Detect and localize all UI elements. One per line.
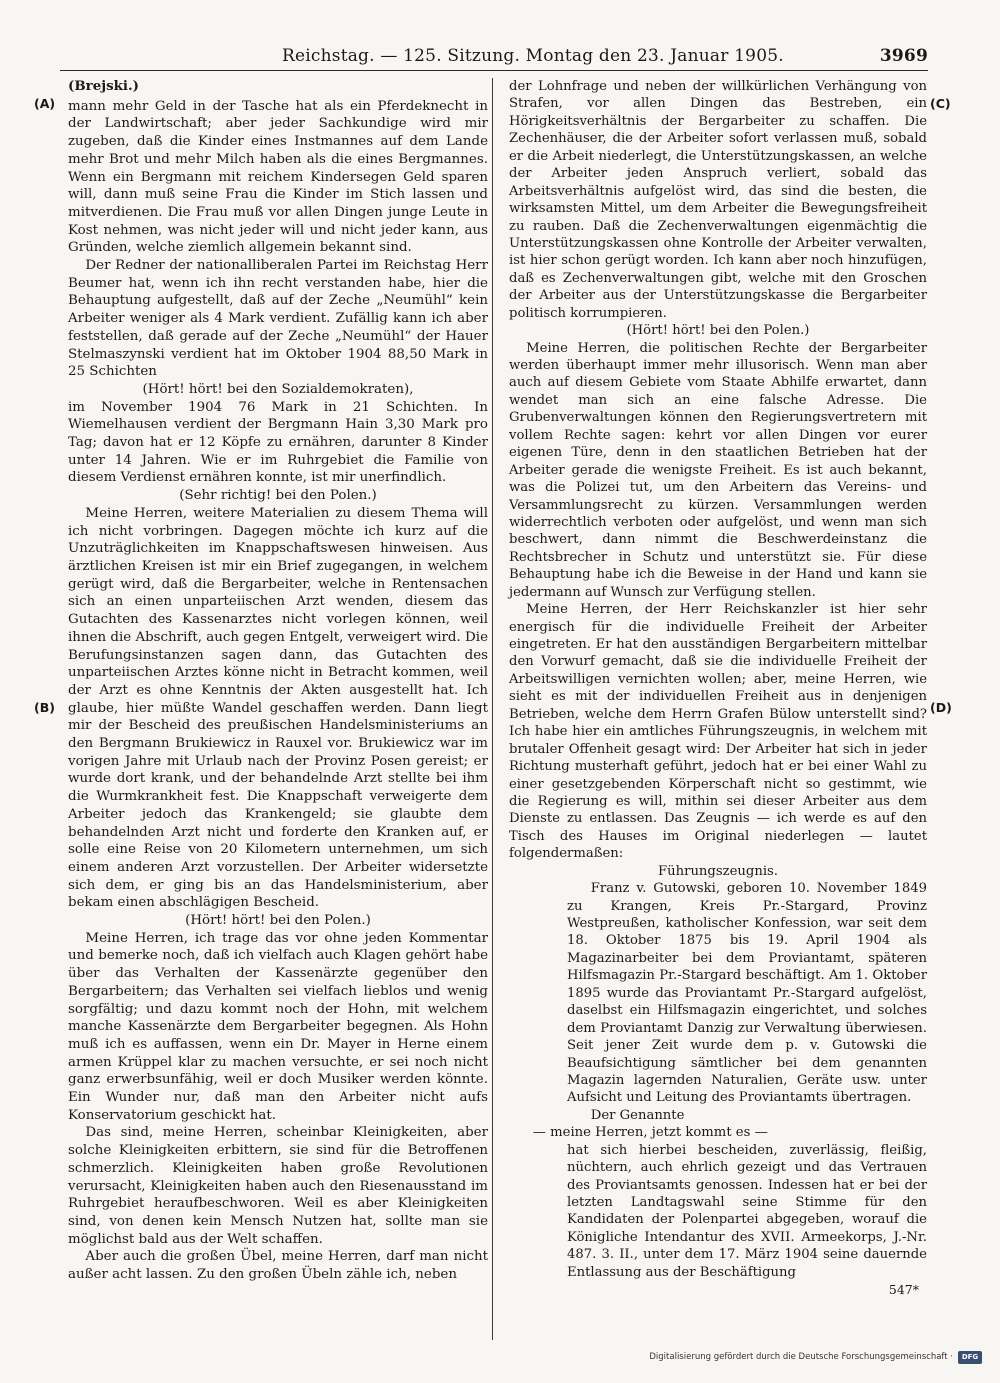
credit-text: Digitalisierung gefördert durch die Deutsche Forschungsgemeinschaft · [649, 1352, 953, 1362]
certificate-paragraph: Franz v. Gutowski, geboren 10. November 1849 zu Krangen, Kreis Pr.-Stargard, Provinz Westpreußen, katholischer Konfession, war seit dem 18. Oktober 1875 bis 19. April 1904 als Magazinarbeiter bei dem Proviantamt, späteren Hilfsmagazin Pr.-Stargard beschäftigt. Am 1. Oktober 1895 wurde das Proviantamt Pr.-Stargard aufgelöst, daselbst ein Hilfsmagazin eingerichtet, und solches dem Proviantamt Danzig zur Verwaltung überwiesen. Seit jener Zeit wurde dem p. v. Gutowski die Beaufsichtigung sämtlicher bei dem genannten Magazin lagernden Naturalien, Geräte usw. unter Aufsicht und Leitung des Proviantamts übertragen. [567, 881, 927, 1106]
margin-marker-d: (D) [930, 700, 952, 715]
certificate-paragraph: Der Genannte [590, 1107, 685, 1123]
dfg-logo: DFG [958, 1351, 982, 1364]
paragraph: Aber auch die großen Übel, meine Herren, darf man nicht außer acht lassen. Zu den großen Übeln zähle ich, neben [68, 1249, 488, 1283]
page-number: 3969 [879, 46, 928, 66]
interjection: (Hört! hört! bei den Polen.) [626, 323, 810, 339]
paragraph: Meine Herren, die politischen Rechte der Bergarbeiter werden überhaupt immer mehr illusorisch. Wenn man aber auch auf diesem Gebiete vom Staate Abhilfe erwartet, dann wendet man sich an eine falsche Adresse. Die Grubenverwaltungen können den Regierungsvertretern mit vollem Rechte sagen: kehrt vor allen Dingen vor eurer eigenen Türe, denn in den staatlichen Betrieben hat der Arbeiter gerade die wenigste Freiheit. Es ist auch bekannt, was die Polizei tut, um den Arbeitern das Vereins- und Versammlungsrecht zu kürzen. Versammlungen werden widerrechtlich verboten oder aufgelöst, und wenn man sich beschwert, dann nimmt die Beschwerdeinstanz die Rechtsbrecher in Schutz und unterstützt sie. Für diese Behauptung habe ich die Beweise in der Hand und kann sie jedermann auf Wunsch zur Verfügung stellen. [509, 340, 927, 600]
certificate-paragraph: hat sich hierbei bescheiden, zuverlässig, fleißig, nüchtern, auch ehrlich gezeigt und das Vertrauen des Proviantsamts genossen. Indessen hat er bei der letzten Landtagswahl seine Stimme für den Kandidaten der Polenpartei abgegeben, worauf die Königliche Intendantur des XVII. Armeekorps, J.-Nr. 487. 3. II., unter dem 17. März 1904 seine dauernde Entlassung aus der Beschäftigung [567, 1142, 927, 1280]
paragraph: mann mehr Geld in der Tasche hat als ein Pferdeknecht in der Landwirtschaft; aber jeder Sachkundige wird mir zugeben, daß die Kinder eines Instmannes auf dem Lande mehr Brot und mehr Milch haben als die eines Bergmannes. Wenn ein Bergmann mit reichem Kindersegen Geld sparen will, dann muß seine Frau die Kinder im Stich lassen und mitverdienen. Die Frau muß vor allen Dingen junge Leute in Kost nehmen, was nicht jeder will und nicht jeder kann, aus Gründen, welche ziemlich allgemein bekannt sind. [68, 98, 488, 256]
header-rule [60, 70, 928, 71]
paragraph: der Lohnfrage und neben der willkürlichen Verhängung von Strafen, vor allen Dingen das Bestreben, ein Hörigkeitsverhältnis der Bergarbeiter zu schaffen. Die Zechenhäuser, die der Arbeiter sofort verlassen muß, sobald er die Arbeit niederlegt, die Unterstützungskassen, an welche der Arbeiter jeden Anspruch verliert, sobald das Arbeitsverhältnis aufgelöst wird, das sind die besten, die wirksamsten Mittel, um dem Arbeiter die Bewegungsfreiheit zu rauben. Daß die Zechenverwaltungen eigenmächtig die Unterstützungskassen ohne Kontrolle der Arbeiter verwalten, ist hier schon gerügt worden. Ich kann aber noch hinzufügen, daß es Zechenverwaltungen gibt, welche mit den Groschen der Arbeiter aus der Unterstützungskasse die Bergarbeiter politisch korrumpieren. [509, 79, 927, 321]
margin-marker-a: (A) [34, 96, 56, 111]
right-column-text [509, 78, 927, 880]
column-divider [492, 78, 493, 1340]
certificate-title: Führungszeugnis. [658, 863, 778, 879]
paragraph: Meine Herren, weitere Materialien zu diesem Thema will ich nicht vorbringen. Dagegen möchte ich kurz auf die Unzuträglichkeiten im Knappschaftswesen hinweisen. Aus ärztlichen Kreisen ist mir ein Brief zugegangen, in welchem gerügt wird, daß die Bergarbeiter, welche in Rentensachen sich an einen unparteiischen Arzt wenden, diesem das Gutachten des Kassenarztes nicht vorlegen können, weil ihnen die Abschrift, auch gegen Entgelt, verweigert wird. Die Berufungsinstanzen sagen dann, das Gutachten des unparteiischen Arztes könne nicht in Betracht kommen, weil der Arzt es ohne Kenntnis der Akten ausgestellt hat. Ich glaube, hier müßte Wandel geschaffen werden. Dann liegt mir der Bescheid des preußischen Handelsministeriums an den Bergmann Brukiewicz in Rauxel vor. Brukiewicz war im vorigen Jahre mit Urlaub nach der Provinz Posen gereist; er wurde dort krank, und der behandelnde Arzt stellte bei ihm die Wurmkrankheit fest. Die Knappschaft verweigerte dem Arbeiter jedoch das Krankengeld; sie glaubte dem behandelnden Arzt nicht und forderte den Kranken auf, er solle eine Reise von 20 Kilometern unternehmen, um sich einem anderen Arzt vorzustellen. Der Arbeiter widersetzte sich dem, er ging bis an das Handelsministerium, aber bekam einen abschlägigen Bescheid. [68, 505, 488, 911]
paragraph: Das sind, meine Herren, scheinbar Kleinigkeiten, aber solche Kleinigkeiten erbittern, sie sind für die Betroffenen schmerzlich. Kleinigkeiten haben große Revolutionen verursacht, Kleinigkeiten haben auch den Riesenausstand im Ruhrgebiet heraufbeschworen. Weil es aber Kleinigkeiten sind, von denen kein Mensch Nutzen hat, sollte man sie möglichst bald aus der Welt schaffen. [68, 1125, 488, 1247]
speaker-name: (Brejski.) [68, 78, 139, 94]
margin-marker-b: (B) [34, 700, 55, 715]
running-title: Reichstag. — 125. Sitzung. Montag den 23. Januar 1905. [282, 46, 784, 66]
left-column-text [68, 98, 488, 1284]
paragraph: Der Redner der nationalliberalen Partei im Reichstag Herr Beumer hat, wenn ich ihn recht verstanden habe, hier die Behauptung aufgestellt, daß auf der Zeche „Neumühl“ kein Arbeiter weniger als 4 Mark verdient. Zufällig kann ich aber feststellen, daß gerade auf der Zeche „Neumühl“ der Hauer Stelmaszynski verdient hat im Oktober 1904 88,50 Mark in 25 Schichten [68, 258, 488, 380]
right-column [509, 78, 927, 1299]
left-column [68, 78, 488, 1284]
interjection: (Hört! hört! bei den Sozialdemokraten), [142, 381, 414, 397]
page-header [60, 44, 928, 70]
signature-mark: 547* [888, 1282, 919, 1298]
interjection: (Sehr richtig! bei den Polen.) [179, 488, 377, 504]
paragraph: im November 1904 76 Mark in 21 Schichten. In Wiemelhausen verdient der Bergmann Hain 3,30 Mark pro Tag; davon hat er 12 Köpfe zu ernähren, darunter 8 Kinder unter 14 Jahren. Wie er im Ruhrgebiet die Familie von diesem Verdienst ernähren konnte, ist mir unerfindlich. [68, 399, 488, 486]
certificate-quote [532, 880, 927, 1281]
paragraph: Meine Herren, der Herr Reichskanzler ist hier sehr energisch für die individuelle Freiheit der Arbeiter eingetreten. Er hat den ausständigen Bergarbeitern mittelbar den Vorwurf gemacht, daß sie die individuelle Freiheit der Arbeitswilligen vernichten wollen; aber, meine Herren, wie sieht es mit der individuellen Freiheit aus in denjenigen Betrieben, welche dem Herrn Grafen Bülow unterstellt sind? Ich habe hier ein amtliches Führungszeugnis, in welchem mit brutaler Offenheit gesagt wird: Der Arbeiter hat sich in jeder Richtung musterhaft geführt, jedoch hat er bei einer Wahl zu einer gesetzgebenden Körperschaft nicht so gestimmt, wie die Regierung es will, mithin sei dieser Arbeiter aus dem Dienste zu entlassen. Das Zeugnis — ich werde es auf den Tisch des Hauses im Original niederlegen — lautet folgendermaßen: [509, 602, 927, 862]
margin-marker-c: (C) [930, 96, 951, 111]
interjection: (Hört! hört! bei den Polen.) [185, 913, 371, 929]
digitization-credit [649, 1347, 982, 1367]
paragraph: Meine Herren, ich trage das vor ohne jeden Kommentar und bemerke noch, daß ich vielfach auch Klagen gehört habe über das Verhalten der Kassenärzte gegenüber den Bergarbeitern; das Verhalten sei vielfach lieblos und wenig sorgfältig; und dazu kommt noch der Hohn, mit welchem manche Kassenärzte dem Bergarbeiter begegnen. Als Hohn muß ich es auffassen, wenn ein Dr. Mayer in Herne einem armen Krüppel klar zu machen versuchte, er sei noch nicht ganz erwerbsunfähig, weil er doch Musiker werden könnte. Ein Wunder nur, daß man den Arbeiter nicht aufs Konservatorium geschickt hat. [68, 930, 488, 1123]
speaker-aside: — meine Herren, jetzt kommt es — [532, 1125, 768, 1141]
